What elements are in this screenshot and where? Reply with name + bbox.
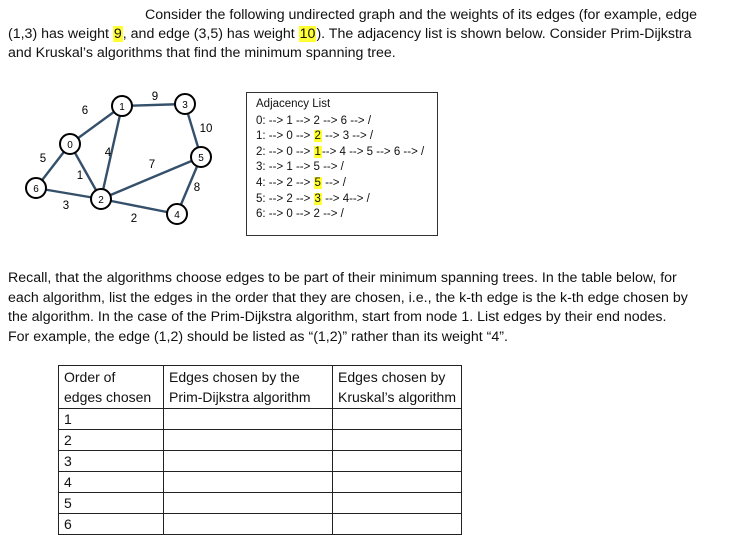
order-cell: 5: [59, 493, 164, 514]
weight-4-5: 8: [193, 182, 201, 194]
header-order: Order of edges chosen: [59, 366, 164, 409]
adjacency-line-6: 6: --> 0 --> 2 --> /: [256, 208, 344, 221]
weight-10-highlight: 10: [299, 26, 316, 42]
intro-line-2: (1,3) has weight 9, and edge (3,5) has weight 10). The adjacency list is shown below. Consider Prim-Dijkstra: [8, 26, 692, 42]
intro-line-3: and Kruskal’s algorithms that find the minimum spanning tree.: [8, 45, 396, 61]
weight-2-5: 7: [148, 159, 156, 171]
kruskal-answer-cell[interactable]: [333, 430, 462, 451]
answer-table: [58, 365, 462, 535]
node-label-5: 5: [198, 153, 204, 164]
weight-9-highlight: 9: [113, 26, 122, 42]
prim-answer-cell[interactable]: [164, 409, 333, 430]
order-cell: 4: [59, 472, 164, 493]
kruskal-answer-cell[interactable]: [333, 451, 462, 472]
node-label-4: 4: [174, 210, 180, 221]
prim-answer-cell[interactable]: [164, 430, 333, 451]
kruskal-answer-cell[interactable]: [333, 409, 462, 430]
kruskal-answer-cell[interactable]: [333, 493, 462, 514]
node-label-0: 0: [67, 140, 73, 151]
weight-2-4: 2: [130, 213, 138, 225]
edge-2-4: [101, 199, 177, 214]
kruskal-answer-cell[interactable]: [333, 472, 462, 493]
header-kruskal: Edges chosen by Kruskal’s algorithm: [333, 366, 462, 409]
table-row: [59, 514, 462, 535]
kruskal-answer-cell[interactable]: [333, 514, 462, 535]
weight-3-5: 10: [199, 123, 213, 135]
recall-line-2: each algorithm, list the edges in the order that they are chosen, i.e., the k-th edge is the k-th edge chosen by: [8, 290, 688, 306]
graph-diagram: [12, 86, 222, 236]
adjacency-line-2: 2: --> 0 --> 1--> 4 --> 5 --> 6 --> /: [256, 145, 425, 158]
adjacency-line-1: 1: --> 0 --> 2 --> 3 --> /: [256, 130, 374, 143]
recall-line-3: the algorithm. In the case of the Prim-Dijkstra algorithm, start from node 1. List edges by their end nodes.: [8, 309, 667, 325]
adjacency-line-5: 5: --> 2 --> 3 --> 4--> /: [256, 192, 370, 205]
weight-0-6: 5: [39, 153, 47, 165]
recall-line-4: For example, the edge (1,2) should be listed as “(1,2)” rather than its weight “4”.: [8, 329, 508, 345]
weight-2-6: 3: [62, 200, 70, 212]
node-label-2: 2: [98, 195, 104, 206]
prim-answer-cell[interactable]: [164, 451, 333, 472]
weight-0-1: 6: [81, 105, 89, 117]
adjacency-line-3: 3: --> 1 --> 5 --> /: [256, 161, 344, 174]
prim-answer-cell[interactable]: [164, 514, 333, 535]
weight-1-3: 9: [151, 91, 159, 103]
intro-line-1: Consider the following undirected graph and the weights of its edges (for example, edge: [145, 7, 698, 23]
table-row: [59, 451, 462, 472]
node-label-1: 1: [119, 102, 125, 113]
node-label-3: 3: [182, 100, 188, 111]
order-cell: 2: [59, 430, 164, 451]
node-label-6: 6: [33, 184, 39, 195]
table-row: [59, 472, 462, 493]
header-prim: Edges chosen by the Prim-Dijkstra algorithm: [164, 366, 333, 409]
weight-1-2: 4: [104, 147, 112, 159]
table-row: [59, 430, 462, 451]
adjacency-list-box: [246, 92, 438, 236]
recall-line-1: Recall, that the algorithms choose edges to be part of their minimum spanning trees. In the table below, for: [8, 270, 677, 286]
table-header-row: [59, 366, 462, 409]
order-cell: 6: [59, 514, 164, 535]
adjacency-line-0: 0: --> 1 --> 2 --> 6 --> /: [256, 114, 372, 127]
order-cell: 1: [59, 409, 164, 430]
table-row: [59, 409, 462, 430]
weight-0-2: 1: [76, 170, 84, 182]
prim-answer-cell[interactable]: [164, 472, 333, 493]
adjacency-line-4: 4: --> 2 --> 5 --> /: [256, 176, 346, 189]
adjacency-title: Adjacency List: [256, 98, 331, 110]
table-row: [59, 493, 462, 514]
prim-answer-cell[interactable]: [164, 493, 333, 514]
order-cell: 3: [59, 451, 164, 472]
